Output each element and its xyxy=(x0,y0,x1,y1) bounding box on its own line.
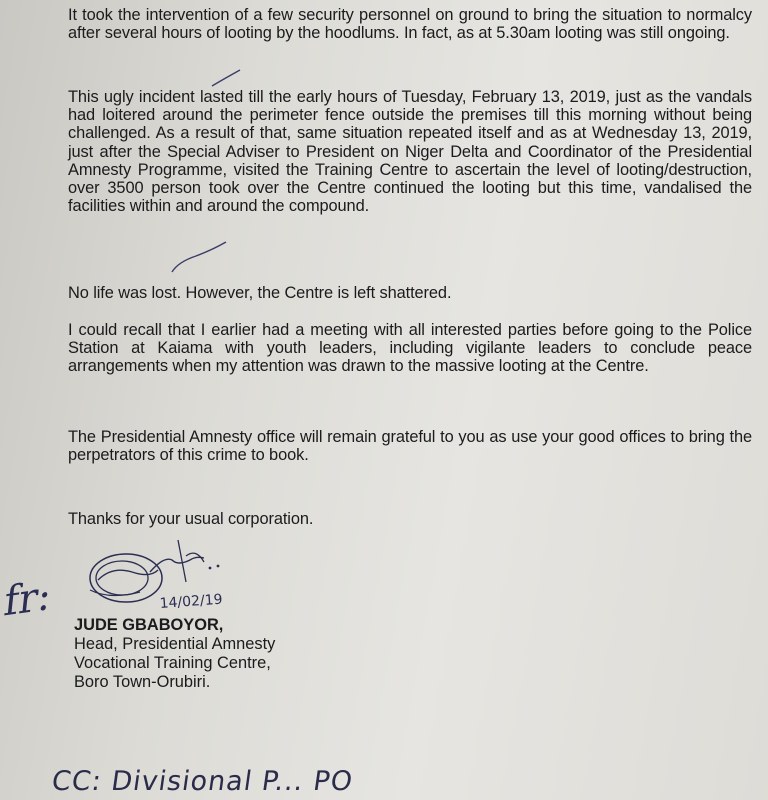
signatory-title-line2: Vocational Training Centre, xyxy=(74,654,271,672)
signature-date-text: 14/02/19 xyxy=(159,591,224,612)
paragraph-incident-details: This ugly incident lasted till the early hours of Tuesday, February 13, 2019, just as the vandals had loitered around the perimeter fence outside the premises till this morning without being challenged. As a result of that, same situation repeated itself and as at Wednesday 13, 2019, just after the Special Adviser to President on Niger Delta and Coordinator of the Presidential Amnesty Programme, visited the Training Centre to ascertain the level of looting/destruction, over 3500 person took over the Centre continued the looting but this time, vandalised the facilities within and around the compound. xyxy=(68,88,752,216)
paragraph-no-life-lost: No life was lost. However, the Centre is left shattered. xyxy=(68,284,452,302)
signatory-block xyxy=(74,616,275,692)
signatory-name: JUDE GBABOYOR, xyxy=(74,616,224,634)
paragraph-meeting-recall: I could recall that I earlier had a meeting with all interested parties before going to the Police Station at Kaiama with youth leaders, including vigilante leaders to conclude peace arrangements when my attention was drawn to the massive looting at the Centre. xyxy=(68,321,752,376)
signatory-title-line1: Head, Presidential Amnesty xyxy=(74,635,276,653)
handwritten-for-mark: fr: xyxy=(1,572,54,626)
closing-line: Thanks for your usual corporation. xyxy=(68,510,314,528)
handwritten-cc-line: CC: Divisional P... PO xyxy=(49,766,356,797)
paragraph-looting-intervention: It took the intervention of a few security personnel on ground to bring the situation to normalcy after several hours of looting by the hoodlums. In fact, as at 5.30am looting was still ongoing. xyxy=(68,6,752,43)
paragraph-gratitude: The Presidential Amnesty office will remain grateful to you as use your good offices to bring the perpetrators of this crime to book. xyxy=(68,428,752,465)
signatory-address: Boro Town-Orubiri. xyxy=(74,673,211,691)
